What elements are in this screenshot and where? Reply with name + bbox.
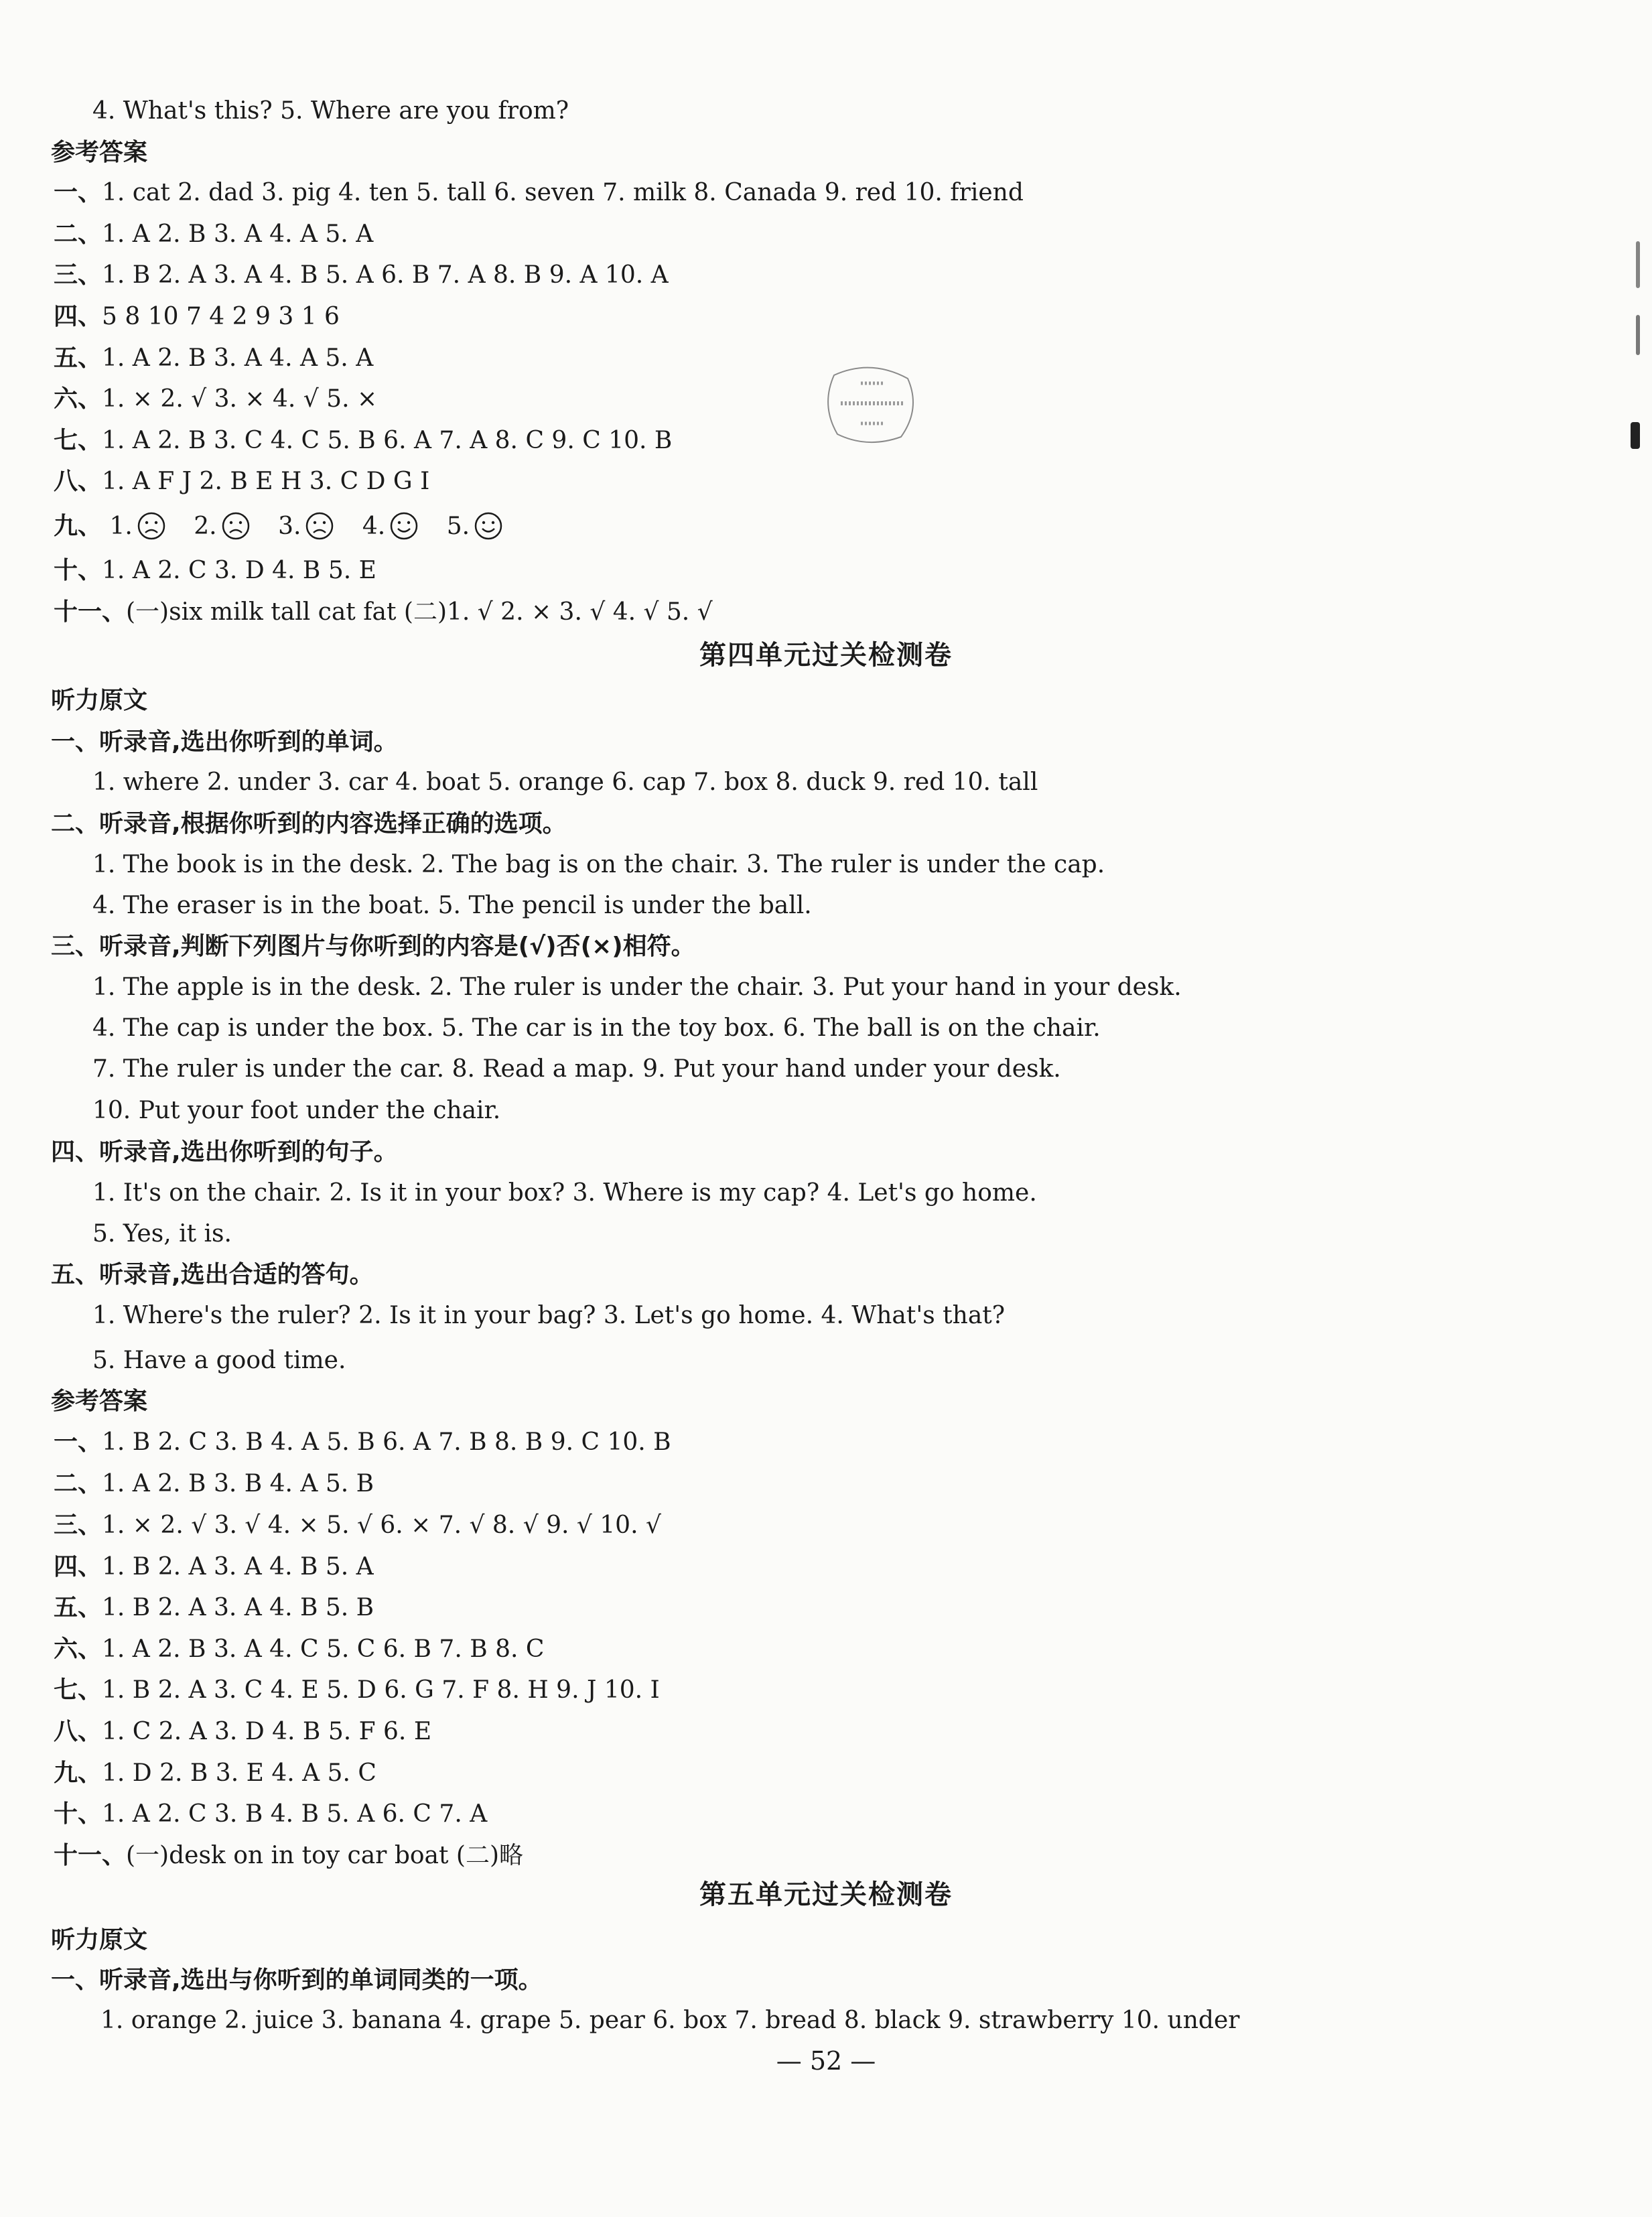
unit4-answer-5: 五、1. B 2. A 3. A 4. B 5. B <box>54 1594 374 1621</box>
unit4-section-4-head: 四、听录音,选出你听到的句子。 <box>51 1138 398 1166</box>
scan-edge-mark <box>1636 241 1640 288</box>
unit4-section-5-line-2: 5. Have a good time. <box>92 1347 346 1374</box>
unit4-section-3-head: 三、听录音,判断下列图片与你听到的内容是(√)否(×)相符。 <box>51 933 695 960</box>
unit3-answer-10: 十、1. A 2. C 3. D 4. B 5. E <box>54 557 376 584</box>
unit4-section-3-line-4: 10. Put your foot under the chair. <box>92 1097 501 1124</box>
unit5-title: 第五单元过关检测卷 <box>699 1879 953 1910</box>
happy-face-icon <box>474 511 503 541</box>
unit4-title: 第四单元过关检测卷 <box>699 640 953 671</box>
watermark-stamp-icon <box>821 362 921 449</box>
unit4-answer-10: 十、1. A 2. C 3. B 4. B 5. A 6. C 7. A <box>54 1800 488 1828</box>
unit3-answer-1: 一、1. cat 2. dad 3. pig 4. ten 5. tall 6. seven 7. milk 8. Canada 9. red 10. friend <box>54 179 1024 206</box>
sad-face-icon <box>137 511 166 541</box>
unit4-listening-label: 听力原文 <box>51 687 148 714</box>
unit4-section-4-line-1: 1. It's on the chair. 2. Is it in your box? 3. Where is my cap? 4. Let's go home. <box>92 1179 1037 1207</box>
unit4-section-2-line-1: 1. The book is in the desk. 2. The bag is on the chair. 3. The ruler is under the cap. <box>92 851 1105 878</box>
unit5-listening-label: 听力原文 <box>51 1926 148 1954</box>
page-number: — 52 — <box>776 2046 876 2076</box>
unit4-answer-7: 七、1. B 2. A 3. C 4. E 5. D 6. G 7. F 8. H 9. J 10. I <box>54 1676 660 1704</box>
sad-face-icon <box>221 511 251 541</box>
unit3-answer-3: 三、1. B 2. A 3. A 4. B 5. A 6. B 7. A 8. B 9. A 10. A <box>54 261 669 289</box>
answers-label-unit3: 参考答案 <box>51 139 148 166</box>
unit4-section-2-line-2: 4. The eraser is in the boat. 5. The pencil is under the ball. <box>92 892 812 919</box>
unit4-answer-1: 一、1. B 2. C 3. B 4. A 5. B 6. A 7. B 8. B 9. C 10. B <box>54 1428 671 1456</box>
unit4-answer-11: 十一、(一)desk on in toy car boat (二)略 <box>54 1842 524 1869</box>
unit5-section-1-head: 一、听录音,选出与你听到的单词同类的一项。 <box>51 1966 543 1994</box>
unit4-section-5-head: 五、听录音,选出合适的答句。 <box>51 1261 374 1288</box>
unit3-answer-7: 七、1. A 2. B 3. C 4. C 5. B 6. A 7. A 8. C 9. C 10. B <box>54 427 673 454</box>
top-line: 4. What's this? 5. Where are you from? <box>92 97 569 125</box>
happy-face-icon <box>389 511 419 541</box>
unit4-answer-9: 九、1. D 2. B 3. E 4. A 5. C <box>54 1759 376 1787</box>
unit4-section-3-line-1: 1. The apple is in the desk. 2. The ruler is under the chair. 3. Put your hand in your desk. <box>92 973 1182 1001</box>
unit3-answer-2: 二、1. A 2. B 3. A 4. A 5. A <box>54 220 374 248</box>
unit4-section-3-line-3: 7. The ruler is under the car. 8. Read a map. 9. Put your hand under your desk. <box>92 1055 1061 1083</box>
unit4-answer-2: 二、1. A 2. B 3. B 4. A 5. B <box>54 1470 374 1497</box>
unit4-answer-3: 三、1. × 2. √ 3. √ 4. × 5. √ 6. × 7. √ 8. √ 9. √ 10. √ <box>54 1511 661 1539</box>
sad-face-icon <box>305 511 334 541</box>
unit3-answer-11: 十一、(一)six milk tall cat fat (二)1. √ 2. × 3. √ 4. √ 5. √ <box>54 598 713 626</box>
unit4-section-1-line-1: 1. where 2. under 3. car 4. boat 5. orange 6. cap 7. box 8. duck 9. red 10. tall <box>92 768 1038 796</box>
unit3-answer-6: 六、1. × 2. √ 3. × 4. √ 5. × <box>54 385 378 413</box>
unit4-answer-8: 八、1. C 2. A 3. D 4. B 5. F 6. E <box>54 1718 432 1745</box>
unit4-section-1-head: 一、听录音,选出你听到的单词。 <box>51 728 398 756</box>
answers-label-unit4: 参考答案 <box>51 1388 148 1415</box>
unit3-answer-5: 五、1. A 2. B 3. A 4. A 5. A <box>54 344 374 372</box>
unit4-section-5-line-1: 1. Where's the ruler? 2. Is it in your bag? 3. Let's go home. 4. What's that? <box>92 1302 1006 1329</box>
unit4-answer-4: 四、1. B 2. A 3. A 4. B 5. A <box>54 1553 374 1581</box>
unit4-section-2-head: 二、听录音,根据你听到的内容选择正确的选项。 <box>51 810 567 837</box>
unit5-section-1-line-1: 1. orange 2. juice 3. banana 4. grape 5. pear 6. box 7. bread 8. black 9. strawberry 10. under <box>100 2007 1240 2034</box>
unit4-section-3-line-2: 4. The cap is under the box. 5. The car is in the toy box. 6. The ball is on the chair. <box>92 1014 1101 1042</box>
unit4-section-4-line-2: 5. Yes, it is. <box>92 1220 232 1248</box>
unit3-answer-8: 八、1. A F J 2. B E H 3. C D G I <box>54 468 430 495</box>
unit4-answer-6: 六、1. A 2. B 3. A 4. C 5. C 6. B 7. B 8. C <box>54 1635 545 1663</box>
scan-edge-mark <box>1636 315 1640 355</box>
scan-edge-mark <box>1631 422 1640 449</box>
unit3-answer-4: 四、5 8 10 7 4 2 9 3 1 6 <box>54 303 340 330</box>
unit3-answer-faces: 九、 1. 2. 3. 4. 5. <box>54 509 1612 544</box>
